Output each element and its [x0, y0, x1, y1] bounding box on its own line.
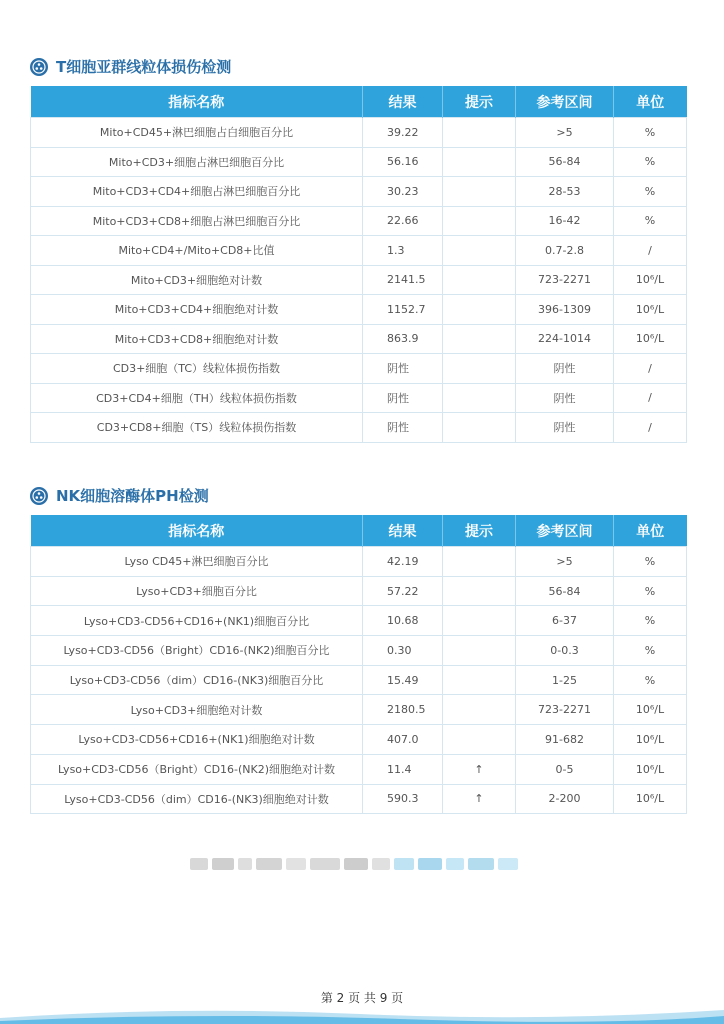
cell-hint	[443, 295, 516, 325]
cell-indicator-name: Lyso+CD3+细胞绝对计数	[31, 695, 363, 725]
header-result: 结果	[363, 86, 443, 118]
cell-unit: /	[614, 413, 687, 443]
table-row	[31, 576, 687, 606]
section-title-text: T细胞亚群线粒体损伤检测	[56, 58, 232, 76]
cell-result: 1152.7	[363, 295, 443, 325]
cell-unit: %	[614, 547, 687, 577]
cell-hint	[443, 413, 516, 443]
cell-reference-range: 阴性	[516, 354, 614, 384]
table-header-row	[31, 86, 687, 118]
footer-wave-decoration	[0, 1002, 724, 1024]
cell-hint	[443, 206, 516, 236]
table-row	[31, 147, 687, 177]
cell-unit: 10⁶/L	[614, 725, 687, 755]
cell-hint	[443, 576, 516, 606]
lyso-table	[30, 515, 687, 814]
cell-reference-range: 0-5	[516, 754, 614, 784]
header-name: 指标名称	[31, 515, 363, 547]
cell-indicator-name: Mito+CD45+淋巴细胞占白细胞百分比	[31, 118, 363, 148]
section-title-text: NK细胞溶酶体PH检测	[56, 487, 209, 505]
cell-result: 57.22	[363, 576, 443, 606]
cell-reference-range: 16-42	[516, 206, 614, 236]
cell-indicator-name: Mito+CD3+CD8+细胞绝对计数	[31, 324, 363, 354]
cell-unit: %	[614, 576, 687, 606]
cell-reference-range: 723-2271	[516, 695, 614, 725]
cell-result: 407.0	[363, 725, 443, 755]
cell-reference-range: 0.7-2.8	[516, 236, 614, 266]
header-hint: 提示	[443, 515, 516, 547]
table-row	[31, 177, 687, 207]
cell-indicator-name: Mito+CD3+细胞占淋巴细胞百分比	[31, 147, 363, 177]
cell-reference-range: 224-1014	[516, 324, 614, 354]
table-row	[31, 265, 687, 295]
table-row	[31, 784, 687, 814]
section-title-lyso	[30, 485, 209, 506]
cell-reference-range: 723-2271	[516, 265, 614, 295]
table-row	[31, 636, 687, 666]
cell-result: 42.19	[363, 547, 443, 577]
mito-table	[30, 86, 687, 443]
cell-hint	[443, 606, 516, 636]
cell-hint	[443, 725, 516, 755]
cell-indicator-name: Mito+CD3+细胞绝对计数	[31, 265, 363, 295]
cell-unit: %	[614, 177, 687, 207]
cell-result: 阴性	[363, 354, 443, 384]
cell-unit: %	[614, 118, 687, 148]
cell-reference-range: 阴性	[516, 383, 614, 413]
cell-hint	[443, 177, 516, 207]
cell-unit: /	[614, 354, 687, 384]
cell-result: 1.3	[363, 236, 443, 266]
cell-unit: /	[614, 383, 687, 413]
section-title-mito	[30, 56, 231, 77]
table-row	[31, 206, 687, 236]
cell-result: 863.9	[363, 324, 443, 354]
cell-indicator-name: Lyso+CD3+细胞百分比	[31, 576, 363, 606]
table-row	[31, 354, 687, 384]
cell-reference-range: 396-1309	[516, 295, 614, 325]
cell-unit: 10⁶/L	[614, 295, 687, 325]
cell-result: 2180.5	[363, 695, 443, 725]
cell-reference-range: 阴性	[516, 413, 614, 443]
cell-hint	[443, 636, 516, 666]
cell-icon	[30, 487, 48, 505]
cell-result: 590.3	[363, 784, 443, 814]
table-row	[31, 383, 687, 413]
cell-reference-range: >5	[516, 547, 614, 577]
cell-reference-range: 91-682	[516, 725, 614, 755]
cell-unit: 10⁶/L	[614, 695, 687, 725]
cell-result: 阴性	[363, 383, 443, 413]
table-row	[31, 324, 687, 354]
cell-reference-range: 56-84	[516, 147, 614, 177]
cell-reference-range: 56-84	[516, 576, 614, 606]
cell-hint	[443, 354, 516, 384]
header-unit: 单位	[614, 515, 687, 547]
table-row	[31, 606, 687, 636]
cell-hint	[443, 383, 516, 413]
table-header-row	[31, 515, 687, 547]
cell-indicator-name: Mito+CD3+CD8+细胞占淋巴细胞百分比	[31, 206, 363, 236]
cell-reference-range: 6-37	[516, 606, 614, 636]
cell-indicator-name: Mito+CD4+/Mito+CD8+比值	[31, 236, 363, 266]
cell-unit: %	[614, 636, 687, 666]
cell-indicator-name: Mito+CD3+CD4+细胞绝对计数	[31, 295, 363, 325]
table-row	[31, 695, 687, 725]
cell-unit: 10⁶/L	[614, 784, 687, 814]
cell-hint	[443, 265, 516, 295]
cell-result: 22.66	[363, 206, 443, 236]
cell-hint	[443, 324, 516, 354]
cell-indicator-name: Mito+CD3+CD4+细胞占淋巴细胞百分比	[31, 177, 363, 207]
table-row	[31, 754, 687, 784]
cell-hint	[443, 547, 516, 577]
cell-indicator-name: Lyso+CD3-CD56（Bright）CD16-(NK2)细胞绝对计数	[31, 754, 363, 784]
cell-unit: /	[614, 236, 687, 266]
cell-unit: %	[614, 147, 687, 177]
cell-indicator-name: Lyso CD45+淋巴细胞百分比	[31, 547, 363, 577]
page-number: 第 2 页 共 9 页	[320, 991, 404, 1005]
cell-result: 30.23	[363, 177, 443, 207]
cell-result: 2141.5	[363, 265, 443, 295]
cell-result: 0.30	[363, 636, 443, 666]
cell-result: 阴性	[363, 413, 443, 443]
cell-unit: 10⁶/L	[614, 754, 687, 784]
cell-indicator-name: Lyso+CD3-CD56（dim）CD16-(NK3)细胞百分比	[31, 665, 363, 695]
cell-reference-range: 1-25	[516, 665, 614, 695]
cell-result: 15.49	[363, 665, 443, 695]
cell-hint	[443, 236, 516, 266]
cell-unit: %	[614, 206, 687, 236]
header-result: 结果	[363, 515, 443, 547]
cell-result: 11.4	[363, 754, 443, 784]
cell-result: 39.22	[363, 118, 443, 148]
header-ref: 参考区间	[516, 515, 614, 547]
cell-unit: %	[614, 606, 687, 636]
cell-unit: 10⁶/L	[614, 324, 687, 354]
cell-result: 10.68	[363, 606, 443, 636]
cell-result: 56.16	[363, 147, 443, 177]
cell-indicator-name: Lyso+CD3-CD56+CD16+(NK1)细胞绝对计数	[31, 725, 363, 755]
table-row	[31, 665, 687, 695]
table-row	[31, 236, 687, 266]
table-row	[31, 547, 687, 577]
header-hint: 提示	[443, 86, 516, 118]
redacted-watermark	[190, 855, 535, 873]
cell-reference-range: 28-53	[516, 177, 614, 207]
cell-indicator-name: CD3+CD4+细胞（TH）线粒体损伤指数	[31, 383, 363, 413]
cell-indicator-name: Lyso+CD3-CD56（Bright）CD16-(NK2)细胞百分比	[31, 636, 363, 666]
header-ref: 参考区间	[516, 86, 614, 118]
cell-unit: 10⁶/L	[614, 265, 687, 295]
cell-hint	[443, 118, 516, 148]
cell-indicator-name: Lyso+CD3-CD56（dim）CD16-(NK3)细胞绝对计数	[31, 784, 363, 814]
cell-indicator-name: CD3+CD8+细胞（TS）线粒体损伤指数	[31, 413, 363, 443]
header-name: 指标名称	[31, 86, 363, 118]
header-unit: 单位	[614, 86, 687, 118]
cell-reference-range: 0-0.3	[516, 636, 614, 666]
cell-reference-range: 2-200	[516, 784, 614, 814]
cell-hint: ↑	[443, 784, 516, 814]
cell-hint: ↑	[443, 754, 516, 784]
cell-icon	[30, 58, 48, 76]
cell-hint	[443, 665, 516, 695]
cell-hint	[443, 695, 516, 725]
table-row	[31, 725, 687, 755]
cell-indicator-name: CD3+细胞（TC）线粒体损伤指数	[31, 354, 363, 384]
cell-hint	[443, 147, 516, 177]
cell-reference-range: >5	[516, 118, 614, 148]
table-row	[31, 413, 687, 443]
table-row	[31, 295, 687, 325]
table-row	[31, 118, 687, 148]
cell-unit: %	[614, 665, 687, 695]
cell-indicator-name: Lyso+CD3-CD56+CD16+(NK1)细胞百分比	[31, 606, 363, 636]
